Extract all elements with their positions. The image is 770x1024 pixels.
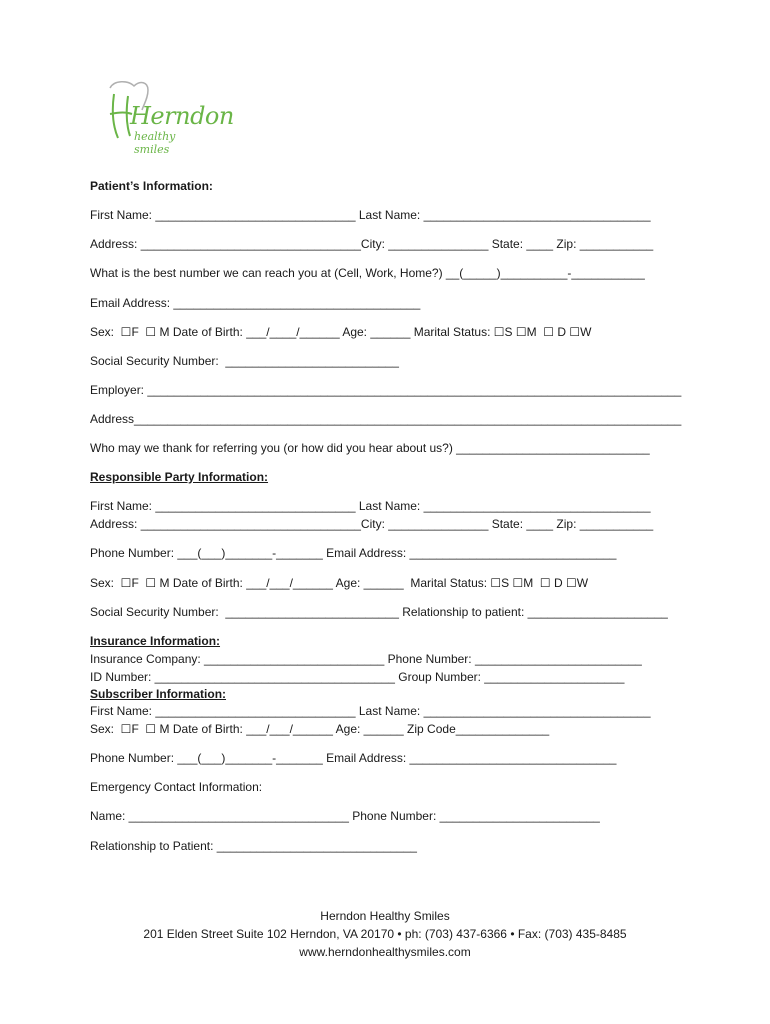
- referral-field[interactable]: Who may we thank for referring you (or how did you hear about us?) _____________________________: [90, 441, 650, 455]
- footer-website[interactable]: www.herndonhealthysmiles.com: [299, 945, 471, 959]
- patient-address-fields[interactable]: Address: _________________________________City: _______________ State: ____ Zip: ___________: [90, 237, 654, 251]
- emergency-name-phone-fields[interactable]: Name: _________________________________ Phone Number: ________________________: [90, 809, 600, 823]
- logo-tagline: healthy smiles: [134, 130, 176, 156]
- insurance-company-fields[interactable]: Insurance Company: ___________________________ Phone Number: _________________________: [90, 652, 642, 666]
- patient-employer-field[interactable]: Employer: ________________________________________________________________________________: [90, 383, 682, 397]
- insurance-id-fields[interactable]: ID Number: ____________________________________ Group Number: _____________________: [90, 670, 625, 684]
- responsible-phone-email-fields[interactable]: Phone Number: ___(___)_______-_______ Email Address: _______________________________: [90, 546, 617, 560]
- responsible-ssn-relationship-fields[interactable]: Social Security Number: __________________________ Relationship to patient: _____________________: [90, 605, 668, 619]
- patient-sex-dob-fields[interactable]: Sex: ☐F ☐ M Date of Birth: ___/____/______ Age: ______ Marital Status: ☐S ☐M ☐ D ☐W: [90, 325, 592, 339]
- section-patient-information: Patient’s Information:: [90, 179, 213, 193]
- section-insurance-information: Insurance Information:: [90, 634, 221, 648]
- footer-address: 201 Elden Street Suite 102 Herndon, VA 20170 • ph: (703) 437-6366 • Fax: (703) 435-8485: [143, 927, 627, 941]
- patient-name-fields[interactable]: First Name: ______________________________ Last Name: __________________________________: [90, 208, 651, 222]
- patient-ssn-field[interactable]: Social Security Number: __________________________: [90, 354, 399, 368]
- footer-practice-name: Herndon Healthy Smiles: [320, 909, 450, 923]
- section-emergency-contact: Emergency Contact Information:: [90, 780, 263, 794]
- practice-logo: [104, 80, 234, 156]
- section-responsible-party: Responsible Party Information:: [90, 470, 269, 484]
- subscriber-sex-dob-fields[interactable]: Sex: ☐F ☐ M Date of Birth: ___/___/______ Age: ______ Zip Code______________: [90, 722, 550, 736]
- patient-employer-address-field[interactable]: Address__________________________________________________________________________________: [90, 412, 682, 426]
- responsible-sex-dob-fields[interactable]: Sex: ☐F ☐ M Date of Birth: ___/___/______ Age: ______ Marital Status: ☐S ☐M ☐ D ☐W: [90, 576, 589, 590]
- patient-email-field[interactable]: Email Address: _____________________________________: [90, 296, 421, 310]
- emergency-relationship-field[interactable]: Relationship to Patient: ______________________________: [90, 839, 417, 853]
- patient-best-number-field[interactable]: What is the best number we can reach you at (Cell, Work, Home?) __(_____)__________-___________: [90, 266, 645, 280]
- responsible-address-fields[interactable]: Address: _________________________________City: _______________ State: ____ Zip: ___________: [90, 517, 654, 531]
- logo-wordmark: Herndon: [130, 102, 234, 130]
- subscriber-phone-email-fields[interactable]: Phone Number: ___(___)_______-_______ Email Address: _______________________________: [90, 751, 617, 765]
- subscriber-name-fields[interactable]: First Name: ______________________________ Last Name: __________________________________: [90, 704, 651, 718]
- section-subscriber-information: Subscriber Information:: [90, 687, 227, 701]
- responsible-name-fields[interactable]: First Name: ______________________________ Last Name: __________________________________: [90, 499, 651, 513]
